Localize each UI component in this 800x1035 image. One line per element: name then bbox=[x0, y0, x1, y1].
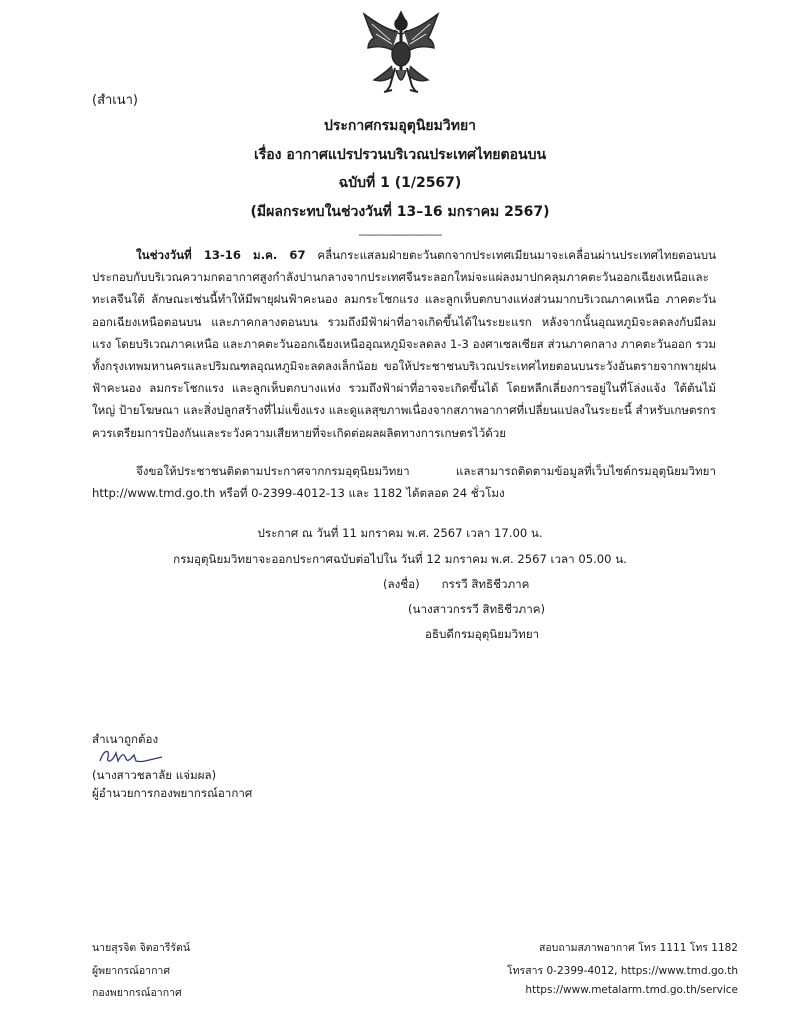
body-paragraph-2: จึงขอให้ประชาชนติดตามประกาศจากกรมอุตุนิยมวิทยา และสามารถติดตามข้อมูลที่เว็บไซต์กรมอุตุนิยมวิทยา http://www.tmd.go.th หรือที่ 0-2399-4012-13 และ 1182 ได้ตลอด 24 ชั่วโมง bbox=[92, 464, 716, 501]
garuda-emblem-icon bbox=[362, 10, 440, 94]
footer-contact-phone: สอบถามสภาพอากาศ โทร 1111 โทร 1182 bbox=[538, 942, 738, 954]
certifier-name: (นางสาวชลาลัย แจ่มผล) bbox=[92, 768, 217, 782]
body-paragraph-1 bbox=[92, 244, 716, 444]
paragraph-text: คลื่นกระแสลมฝ่ายตะวันตกจากประเทศเมียนมาจะเคลื่อนผ่านประเทศไทยตอนบนประกอบกับบริเวณความกดอากาศสูงกำลังปานกลางจากประเทศจีนระลอกใหม่จะแผ่ลงมาปกคลุมภาคตะวันออกเฉียงเหนือและทะเลจีนใต้ ลักษณะเช่นนี้ทำให้มีพายุฝนฟ้าคะนอง ลมกระโชกแรง และลูกเห็บตกบางแห่งส่วนมากบริเวณภาคเหนือ ภาคตะวันออกเฉียงเหนือตอนบน และภาคกลางตอนบน รวมถึงมีฟ้าผ่าที่อาจเกิดขึ้นได้ในระยะแรก หลังจากนั้นอุณหภูมิจะลดลงกับมีลมแรง โดยบริเวณภาคเหนือ และภาคตะวันออกเฉียงเหนืออุณหภูมิจะลดลง 1-3 องศาเซลเซียส ส่วนภาคกลาง ภาคตะวันออก รวมทั้งกรุงเทพมหานครและปริมณฑลอุณหภูมิจะลดลงเล็กน้อย ขอให้ประชาชนบริเวณประเทศไทยตอนบนระวังอันตรายจากพายุฝนฟ้าคะนอง ลมกระโชกแรง และลูกเห็บตกบางแห่ง รวมถึงฟ้าผ่าที่อาจจะเกิดขึ้นได้ โดยหลีกเลี่ยงการอยู่ในที่โล่งแจ้ง ใต้ต้นไม้ใหญ่ ป้ายโฆษณา และสิ่งปลูกสร้างที่ไม่แข็งแรง และดูแลสุขภาพเนื่องจากสภาพอากาศที่เปลี่ยนแปลงในระยะนี้ สำหรับเกษตรกรควรเตรียมการป้องกันและระวังความเสียหายที่จะเกิดต่อผลผลิตทางการเกษตรไว้ด้วย bbox=[92, 248, 716, 440]
paragraph-lead: ในช่วงวันที่ 13-16 ม.ค. 67 bbox=[136, 248, 306, 262]
handwritten-signature-icon bbox=[96, 745, 166, 769]
footer-forecaster-role: ผู้พยากรณ์อากาศ bbox=[92, 965, 170, 977]
next-issue-notice: กรมอุตุนิยมวิทยาจะออกประกาศฉบับต่อไปใน วันที่ 12 มกราคม พ.ศ. 2567 เวลา 05.00 น. bbox=[173, 552, 627, 566]
signer-name: กรรวี สิทธิชีวภาค bbox=[441, 577, 530, 591]
signature-line bbox=[383, 576, 529, 594]
footer-forecaster-name: นายสุรจิต จิตอารีรัตน์ bbox=[92, 942, 191, 954]
announcement-effective-period: (มีผลกระทบในช่วงวันที่ 13–16 มกราคม 2567) bbox=[250, 204, 550, 220]
certifier-position: ผู้อำนวยการกองพยากรณ์อากาศ bbox=[92, 786, 253, 800]
signature-prefix: (ลงชื่อ) bbox=[383, 577, 420, 591]
footer-contact-fax: โทรสาร 0-2399-4012, https://www.tmd.go.th bbox=[507, 965, 738, 977]
certified-copy-label: สำเนาถูกต้อง bbox=[92, 732, 159, 746]
footer-forecaster-division: กองพยากรณ์อากาศ bbox=[92, 987, 182, 999]
announcement-subject: เรื่อง อากาศแปรปรวนบริเวณประเทศไทยตอนบน bbox=[253, 147, 547, 163]
header-separator: ---------------------------- bbox=[358, 228, 442, 241]
footer-contact-service-link[interactable]: https://www.metalarm.tmd.go.th/service bbox=[525, 984, 738, 996]
copy-label: (สำเนา) bbox=[92, 93, 139, 108]
issued-date: ประกาศ ณ วันที่ 11 มกราคม พ.ศ. 2567 เวลา 17.00 น. bbox=[257, 526, 543, 540]
signer-position: อธิบดีกรมอุตุนิยมวิทยา bbox=[425, 627, 540, 641]
announcement-title: ประกาศกรมอุตุนิยมวิทยา bbox=[323, 118, 477, 134]
signer-full-name: (นางสาวกรรวี สิทธิชีวภาค) bbox=[408, 602, 545, 616]
announcement-number: ฉบับที่ 1 (1/2567) bbox=[338, 175, 462, 191]
